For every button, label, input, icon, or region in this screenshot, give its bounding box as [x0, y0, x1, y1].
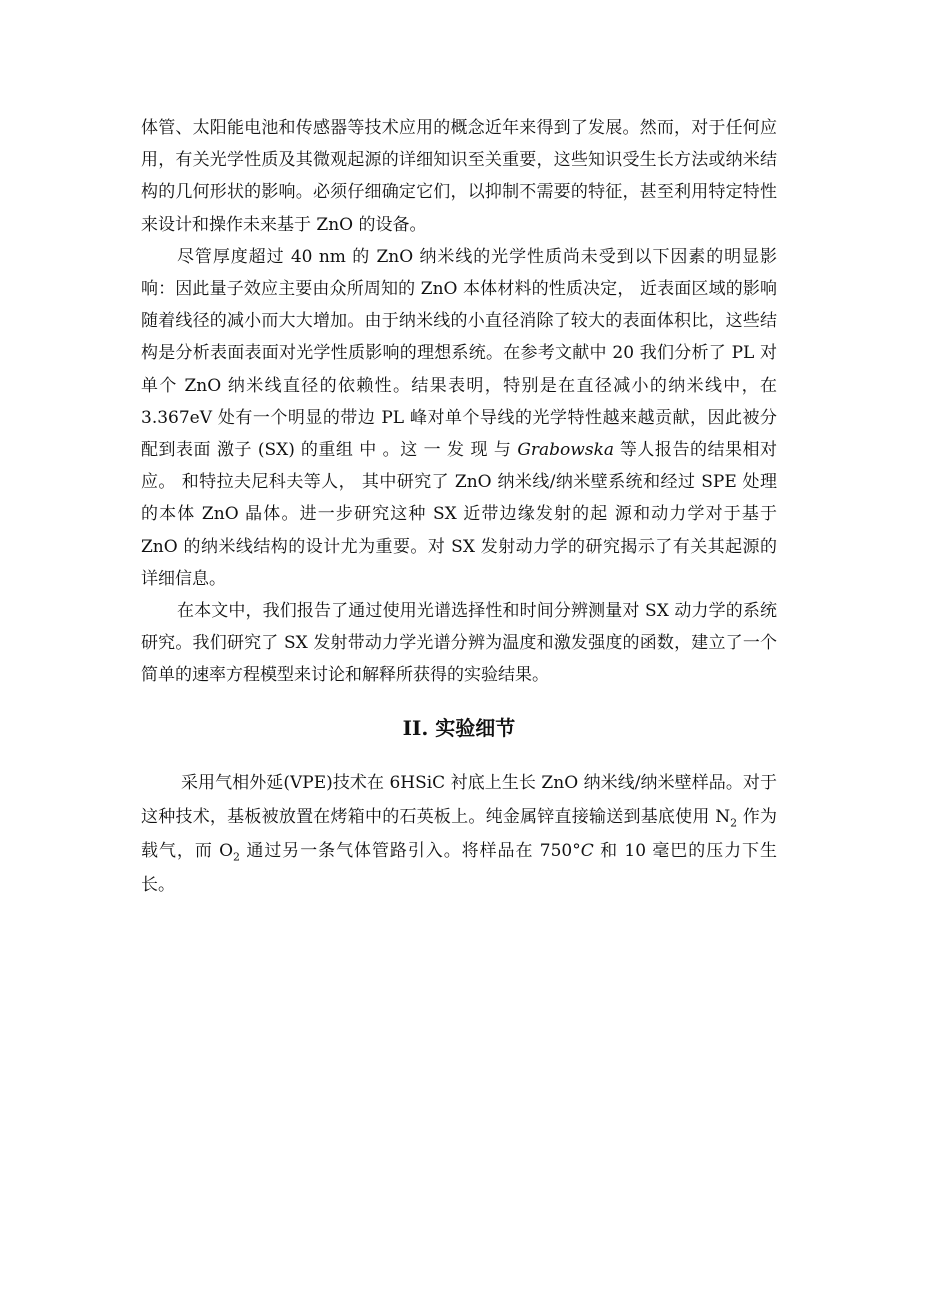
section-heading: II. 实验细节 — [402, 715, 516, 740]
author-name: Grabowska — [517, 440, 614, 461]
paragraph-4-text-d: 和 10 毫巴的压力下生长。 — [141, 840, 777, 895]
subscript-o2: 2 — [233, 850, 241, 864]
paragraph-this-work: 在本文中，我们报告了通过使用光谱选择性和时间分辨测量对 SX 动力学的系统研究。我们研究了 SX 发射带动力学光谱分辨为温度和激发强度的函数，建立了一个简单的速率方程模型来讨论和解释所获得的实验结果。 — [141, 601, 777, 686]
paragraph-2-text-b: 等人报告的结果相对应。 和特拉夫尼科夫等人， 其中研究了 ZnO 纳米线/纳米壁系统和经过 SPE 处理的本体 ZnO 晶体。进一步研究这种 SX 近带边缘发射的起 源和动力学对于基于 ZnO 的纳米线结构的设计尤为重要。对 SX 发射动力学的研究揭示了有关其起源的详细信息。 — [141, 440, 778, 589]
subscript-n2: 2 — [730, 816, 738, 830]
spacer — [141, 756, 777, 766]
paragraph-surface-exciton — [141, 241, 777, 595]
paragraph-experimental — [141, 766, 777, 902]
paragraph-4-text-b: 作为载气，而 O — [141, 806, 778, 861]
document-page — [141, 112, 777, 902]
paragraph-4-text-c: 通过另一条气体管路引入。将样品在 750 — [240, 840, 573, 861]
paragraph-intro-continued: 体管、太阳能电池和传感器等技术应用的概念近年来得到了发展。然而，对于任何应用，有关光学性质及其微观起源的详细知识至关重要，这些知识受生长方法或纳米结构的几何形状的影响。必须仔细确定它们，以抑制不需要的特征，甚至利用特定特性来设计和操作未来基于 ZnO 的设备。 — [141, 118, 777, 235]
paragraph-2-text-a: 尽管厚度超过 40 nm 的 ZnO 纳米线的光学性质尚未受到以下因素的明显影响：因此量子效应主要由众所周知的 ZnO 本体材料的性质决定， 近表面区域的影响随着线径的减小而大大增加。由于纳米线的小直径消除了较大的表面体积比，这些结构是分析表面表面对光学性质影响的理想系统。在参考文献中 20 我们分析了 PL 对单个 ZnO 纳米线直径的依赖性。结果表明，特别是在直径减小的纳米线中，在 3.367eV 处有一个明显的带边 PL 峰对单个导线的光学特性越来越贡献，因此被分配到表面 激子 (SX) 的重组 中 。这 一 发 现 与 — [141, 246, 777, 461]
temperature-unit: °C — [572, 840, 594, 861]
paragraph-4-text-a: 采用气相外延(VPE)技术在 6HSiC 衬底上生长 ZnO 纳米线/纳米壁样品。对于这种技术，基板被放置在烤箱中的石英板上。纯金属锌直接输送到基底使用 N — [141, 772, 777, 827]
